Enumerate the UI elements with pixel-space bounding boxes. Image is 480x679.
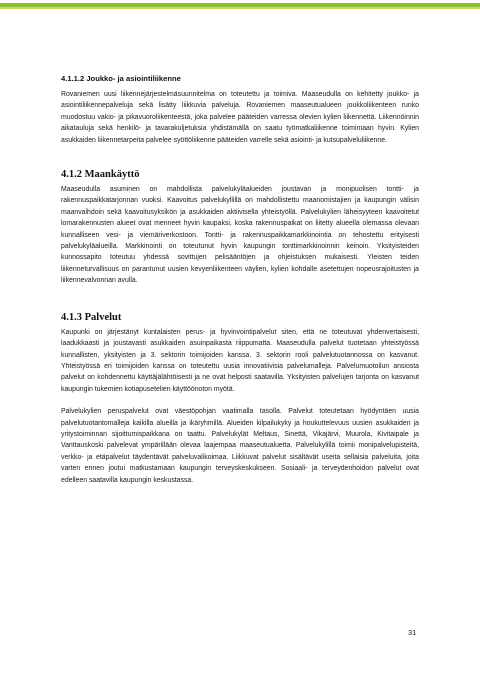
section-joukkoliikenne — [61, 74, 419, 146]
section-palvelut — [61, 312, 419, 486]
section-paragraph: Kaupunki on järjestänyt kuntalaisten perus- ja hyvinvointipalvelut siten, että ne toteutuvat yhdenvertaisesti, laadukkaasti ja joustavasti asukkaiden asuinpaikasta riippumatta. Maaseudulla palvelut tuotetaan yhteistyössä kunnallisten, yksityisten ja 3. sektorin toimijoiden kanssa. 3. sektorin rooli palvelutuotannossa on kasvanut. Yhteistyössä eri toimijoiden kanssa on toteutettu uusia innovatiivisia palvelumalleja. Palvelumuotoilun ansiosta palvelut on kohdennettu käyttäjälähtöisesti ja ne ovat helposti saatavilla. Yksityisten palvelujen tarjonta on kasvanut kaupungin tukemien kotiapusetelien käyttöönoton myötä. — [61, 328, 419, 393]
section-heading: 4.1.1.2 Joukko- ja asiointiliikenne — [61, 74, 181, 83]
section-paragraph: Palvelukylien peruspalvelut ovat väestöpohjan vaatimalla tasolla. Palvelut toteutetaan hyödyntäen uusia palvelutuotantomalleja kaikilla alueilla ja ikäryhmillä. Alueiden kilpailukyky ja houkuttelevuus uusien asukkaiden ja yritystoiminnan sijoittumispaikkana on taattu. Palvelukylät Meltaus, Sinettä, Vikajärvi, Muurola, Kivitaipale ja Vanttauskoski palvelevat ympärillään olevaa laajempaa maaseutualuetta. Palvelukylillä toimii monipalvelupisteitä, verkko- ja etäpalvelut täydentävät palveluvalikoimaa. Liikkuvat palvelut sisältävät useita sellaisia palveluita, joita varten ennen joutui matkustamaan kaupungin terveyskeskukseen. Sosiaali- ja terveydenhoidon palvelut ovat edelleen saatavilla kaupungin keskustassa. — [61, 408, 419, 484]
section-maankaytto — [61, 169, 419, 287]
header-decoration-bar — [0, 0, 480, 10]
section-heading: 4.1.2 Maankäyttö — [61, 169, 140, 181]
section-paragraph: Rovaniemen uusi liikennejärjestelmäsuunnitelma on toteutettu ja toimiva. Maaseudulla on kehitetty joukko- ja asiointiliikennepalveluja sekä lisätty liikkuvia palveluja. Rovaniemen maaseutualueen joukkoliikenteen runko muodostuu vakio- ja pikavuoroliikenteestä, joka palvelee pääteiden varressa olevien kylien liikennettä. Liikennöinnin aikatauluja sekä henkilö- ja tavarakuljetuksia yhdistämällä on saatu työmatkaliikenne toimimaan hyvin. Kylien asukkaiden liikennetarpeita palvelee syöttöliikenne pääteiden varrelle sekä asiointi- ja kutsupalveluliikenne. — [61, 91, 419, 144]
header-bar-secondary — [0, 7, 480, 9]
section-heading: 4.1.3 Palvelut — [61, 311, 122, 323]
section-paragraph: Maaseudulla asuminen on mahdollista palvelukyläalueiden joustavan ja monipuolisen tontti- ja rakennuspaikkatarjonnan vuoksi. Kaavoitus palvelukyllillä on mahdollistettu maanomistajien ja kaupungin välisin maanvaihdoin sekä kaavoitusyksikön ja asukkaiden aktiivisella yhteistyöllä. Palvelukylien läheisyyteen kaavoitetut lomarakennusten alueet ovat menneet hyvin kaupaksi, koska rakennuspaikat on liitetty alueella olemassa olevaan kunnalliseen vesi- ja viemäriverkostoon. Tontti- ja rakennuspaikkamarkkinointia on tehostettu erityisesti palvelukyläalueilla. Markkinointi on toteutunut hyvin kaupungin tonttimarkkinoinnin keinoin. Yksityisteiden kunnossapito toteutuu yhdessä sovittujen pelisääntöjen ja ohjeistuksen mukaisesti. Yleisten teiden liikenneturvallisuus on parantunut uusien kevyenliikenteen väylien, kylien kohdalle asetettujen nopeusrajoitusten ja liikennevalvonnan avulla. — [61, 186, 419, 285]
page-number: 31 — [408, 628, 417, 637]
document-body — [61, 74, 419, 486]
